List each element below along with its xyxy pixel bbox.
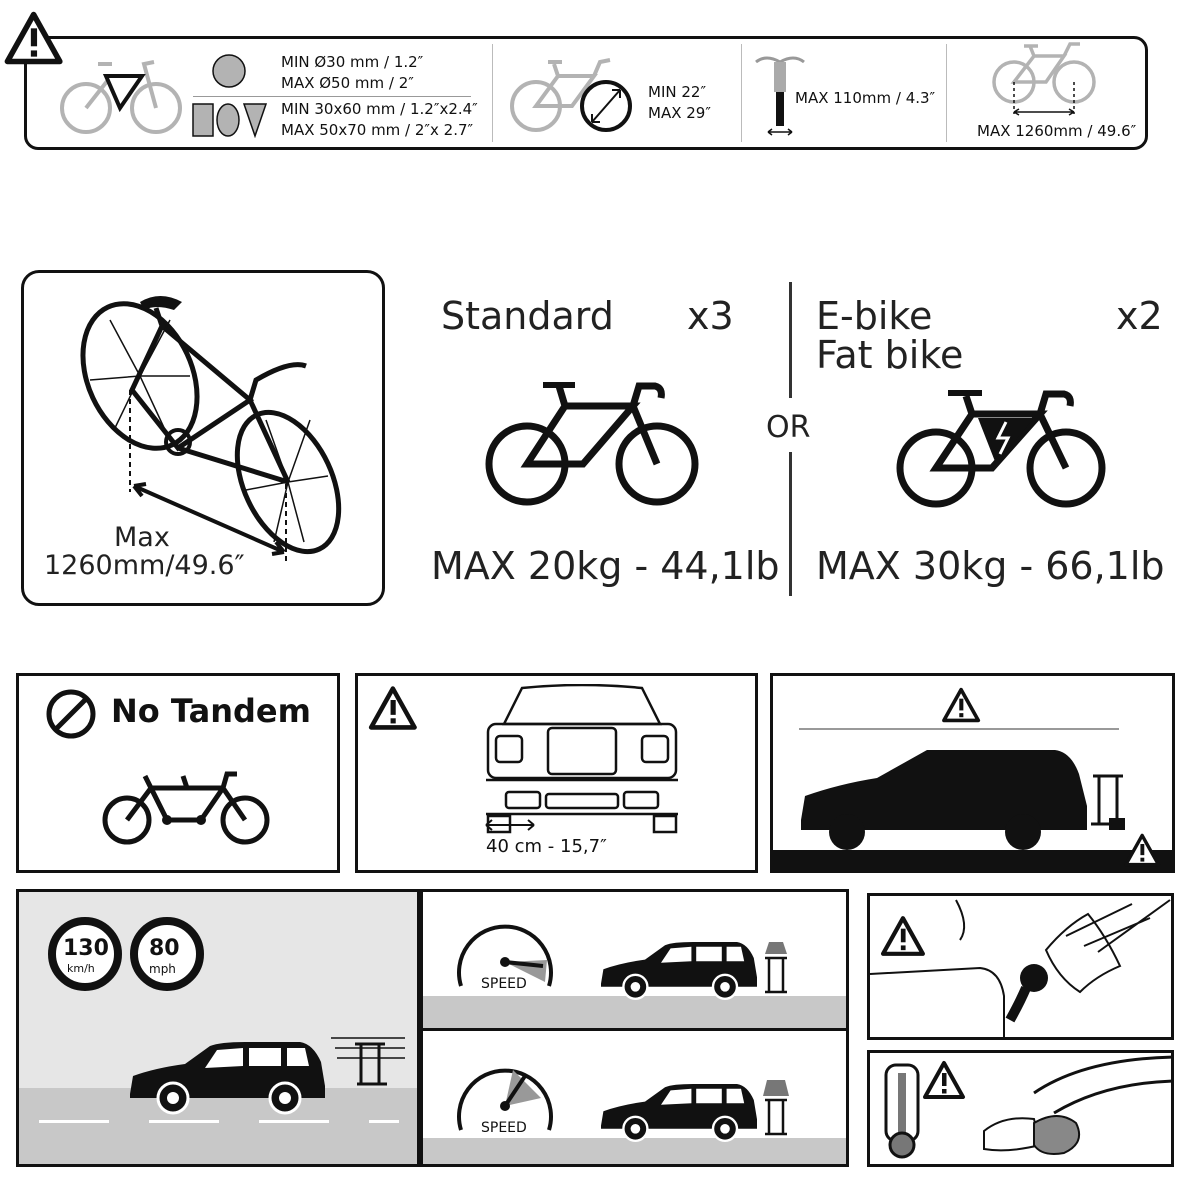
prohibited-icon <box>45 688 97 740</box>
speed-limit-kmh-unit: km/h <box>67 962 95 975</box>
ebike-title-line1: E-bike <box>816 294 933 338</box>
speed-limit-kmh-value: 130 <box>63 936 109 961</box>
speedometer-label-top: SPEED <box>481 976 527 992</box>
ebike-count: x2 <box>1116 294 1163 338</box>
road-strip <box>773 850 1175 873</box>
strip-divider-1 <box>492 44 493 142</box>
lane-marking <box>39 1120 399 1123</box>
thermometer-icon <box>882 1063 922 1163</box>
suv-with-carrier-icon <box>799 746 1149 856</box>
tube-shapes-icon <box>192 102 268 138</box>
speed-limit-panel <box>16 889 420 1167</box>
frame-round-max: MAX Ø50 mm / 2″ <box>281 74 414 92</box>
wheelbase-max: MAX 1260mm / 49.6″ <box>977 122 1137 140</box>
no-tandem-panel <box>16 673 340 873</box>
no-tandem-label: No Tandem <box>111 692 311 730</box>
grease-application-icon <box>974 1053 1174 1167</box>
strip-divider-2 <box>741 44 742 142</box>
panel-separator <box>423 1028 849 1031</box>
ebike-title-line2: Fat bike <box>816 333 964 377</box>
strip-divider-3 <box>946 44 947 142</box>
suv-driving-icon <box>125 1028 405 1120</box>
warning-icon-height <box>1123 832 1163 868</box>
wheel-max: MAX 29″ <box>648 104 711 122</box>
capacity-divider-bottom <box>789 452 792 596</box>
warning-icon-temperature <box>922 1059 968 1101</box>
car-rear-icon <box>482 684 682 834</box>
speed-limit-mph-value: 80 <box>149 936 180 961</box>
frame-oval-max: MAX 50x70 mm / 2″x 2.7″ <box>281 121 474 139</box>
ebike-icon <box>892 384 1112 516</box>
speed-load-panel <box>420 889 849 1167</box>
warning-icon-rear <box>368 684 420 732</box>
tube-divider <box>193 96 471 97</box>
tyre-max: MAX 110mm / 4.3″ <box>795 89 936 107</box>
rear-clearance-panel <box>355 673 758 873</box>
distance-label: 40 cm - 15,7″ <box>486 836 607 857</box>
standard-count: x3 <box>687 294 734 338</box>
capacity-divider-top <box>789 282 792 398</box>
ebike-max: MAX 30kg - 66,1lb <box>816 544 1165 588</box>
frame-round-min: MIN Ø30 mm / 1.2″ <box>281 53 424 71</box>
tandem-bike-icon <box>101 768 271 848</box>
or-label: OR <box>766 410 811 445</box>
length-dimension-line <box>799 728 1119 730</box>
wheelbase-label-line1: Max <box>114 522 170 553</box>
wheelbase-label-line2: 1260mm/49.6″ <box>44 550 245 581</box>
standard-title: Standard <box>441 294 614 338</box>
standard-max: MAX 20kg - 44,1lb <box>431 544 780 588</box>
speed-limit-mph-unit: mph <box>149 962 176 976</box>
round-tube-icon <box>211 54 247 88</box>
frame-oval-min: MIN 30x60 mm / 1.2″x2.4″ <box>281 100 478 118</box>
clean-towball-panel <box>867 893 1174 1040</box>
standard-bike-icon <box>483 374 703 514</box>
vehicle-length-panel <box>770 673 1175 873</box>
suv-heavy-load-high-speed-icon <box>597 1076 827 1158</box>
wheelbase-bike-icon <box>990 42 1100 122</box>
speedometer-label-bottom: SPEED <box>481 1120 527 1136</box>
distance-arrow <box>482 816 542 834</box>
towball-cleaning-icon <box>870 896 1174 1040</box>
wheel-min: MIN 22″ <box>648 83 707 101</box>
frame-tube-bike-icon <box>58 56 184 136</box>
suv-heavy-load-low-speed-icon <box>597 938 827 1016</box>
wheel-size-bike-icon <box>508 54 634 134</box>
grease-towball-panel <box>867 1050 1174 1167</box>
warning-icon-length <box>941 686 983 724</box>
